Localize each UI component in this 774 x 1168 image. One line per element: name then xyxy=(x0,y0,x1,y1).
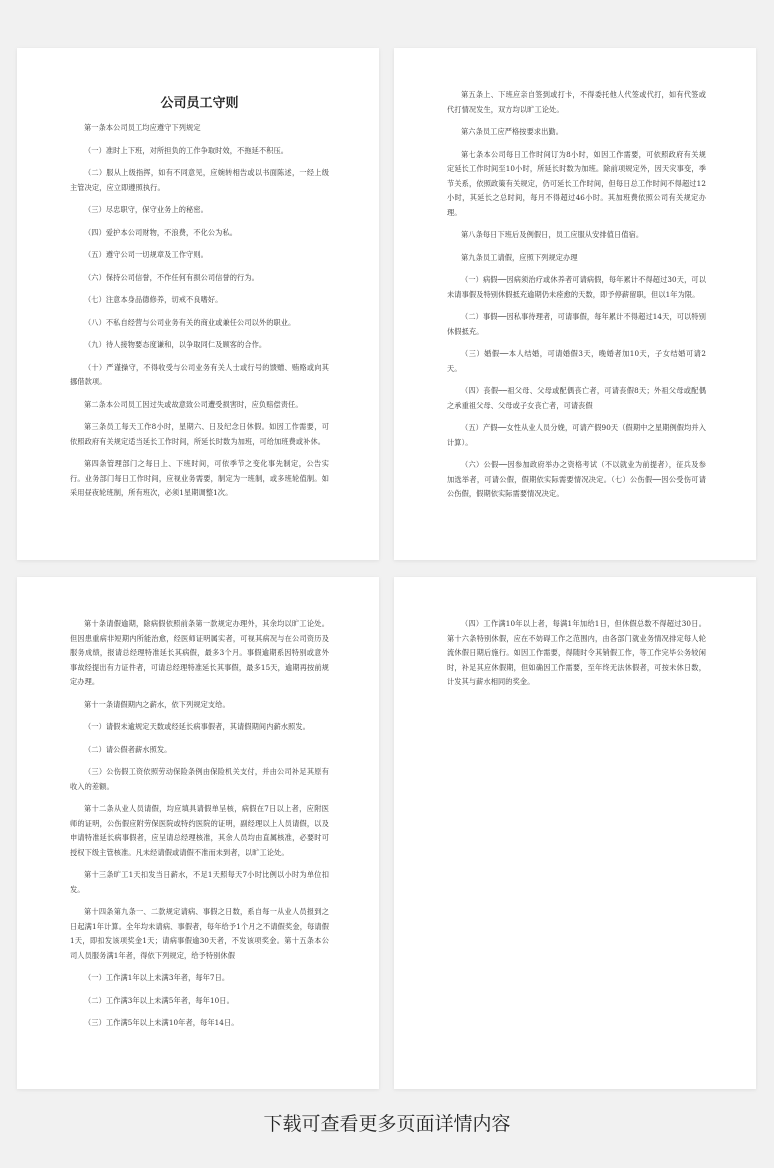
paragraph: 第六条员工应严格按要求出勤。 xyxy=(461,127,564,136)
paragraph: （十）严谨操守，不得收受与公司业务有关人士或行号的馈赠、贿赂或向其挪借款项。 xyxy=(70,362,329,386)
download-caption: 下载可查看更多页面详情内容 xyxy=(263,1113,511,1135)
paragraph: （三）公伤假工资依照劳动保险条例由保险机关支付，并由公司补足其原有收入的差额。 xyxy=(70,767,329,791)
paragraph: 第一条本公司员工均应遵守下列规定 xyxy=(84,123,201,132)
paragraph: 第十三条旷工1天扣发当日薪水，不足1天照每天7小时比例以小时为单位扣发。 xyxy=(70,870,329,894)
paragraph: （四）爱护本公司财物，不浪费，不化公为私。 xyxy=(84,227,238,237)
document-page-2 xyxy=(394,48,756,560)
document-page-3 xyxy=(17,577,379,1089)
paragraph: （一）病假──因病须治疗或休养者可请病假，每年累计不得超过30天，可以未请事假及特别休假抵充逾期仍未痊愈的天数，即予停薪留职，但以1年为限。 xyxy=(447,275,706,299)
paragraph: 第二条本公司员工因过失或故意致公司遭受损害时，应负赔偿责任。 xyxy=(84,399,303,409)
paragraph: （三）尽忠职守，保守业务上的秘密。 xyxy=(84,205,208,214)
paragraph: 第四条管理部门之每日上、下班时间，可依季节之变化事先制定，公告实行。业务部门每日工作时间，应视业务需要，制定为一班制，或多班轮值制。如采用昼夜轮班制，所有班次，必须1星期调整1次。 xyxy=(70,459,329,497)
paragraph: （五）产假──女性从业人员分娩，可请产假90天（假期中之星期例假均并入计算）。 xyxy=(447,423,706,447)
paragraph: （三）婚假──本人结婚，可请婚假3天，晚婚者加10天，子女结婚可请2天。 xyxy=(447,349,706,373)
paragraph: （八）不私自经营与公司业务有关的商业或兼任公司以外的职业。 xyxy=(84,317,296,327)
paragraph: （九）待人接物要态度谦和，以争取同仁及顾客的合作。 xyxy=(84,340,267,349)
document-title: 公司员工守则 xyxy=(160,96,239,111)
paragraph: （三）工作满5年以上未满10年者，每年14日。 xyxy=(84,1018,239,1027)
document-page-4 xyxy=(394,577,756,1089)
paragraph: 第十二条从业人员请假，均应填具请假单呈核，病假在7日以上者，应附医师的证明，公伤假应附劳保医院或特约医院的证明，副经理以上人员请假，以及申请特准延长病事假者，应呈请总经理核准，其余人员均由直属核准，必要时可授权下级主管核准。凡未经请假或请假不准而未到者，以旷工论处。 xyxy=(70,804,329,857)
paragraph: （二）事假──因私事待理者，可请事假，每年累计不得超过14天，可以特别休假抵充。 xyxy=(447,312,706,336)
paragraph: 第九条员工请假，应照下列规定办理 xyxy=(461,252,578,262)
paragraph: （二）服从上级指挥，如有不同意见，应婉转相告或以书面陈述，一经上级主管决定，应立即遵照执行。 xyxy=(70,168,329,192)
paragraph: （一）工作满1年以上未满3年者，每年7日。 xyxy=(84,973,230,982)
document-page-1 xyxy=(17,48,379,560)
paragraph: 第八条每日下班后及例假日，员工应服从安排值日值宿。 xyxy=(461,230,644,239)
paragraph: （二）请公假者薪水照发。 xyxy=(84,744,172,754)
paragraph: （六）保持公司信誉，不作任何有损公司信誉的行为。 xyxy=(84,272,259,282)
paragraph: 第七条本公司每日工作时间订为8小时，如因工作需要，可依照政府有关规定延长工作时间至10小时，所延长时数为加班。除前项规定外，因天灾事变，季节关系，依照政策有关规定，仍可延长工作时间，但每日总工作时间不得超过12小时，其延长之总时间，每月不得超过46小时。其加班费依照公司有关规定办理。 xyxy=(447,149,706,217)
paragraph: 第十四条第九条一、二款规定请病、事假之日数，系自每一从业人员报到之日起满1年计算。全年均未请病、事假者，每年给予1个月之不请假奖金，每请假1天，即扣发该项奖金1天；请病事假逾30天者，不发该项奖金。第十五条本公司人员服务满1年者，得依下列规定，给予特别休假 xyxy=(70,907,329,960)
paragraph: 第五条上、下班应亲自签到或打卡，不得委托他人代签或代打，如有代签或代打情况发生，双方均以旷工论处。 xyxy=(447,90,706,114)
paragraph: 第三条员工每天工作8小时，星期六、日及纪念日休假。如因工作需要，可依照政府有关规定适当延长工作时间，所延长时数为加班，可给加班费或补休。 xyxy=(70,422,329,446)
paragraph: （四）工作满10年以上者，每满1年加给1日，但休假总数不得超过30日。第十六条特别休假，应在不妨碍工作之范围内，由各部门就业务情况排定每人轮流休假日期后施行。如因工作需要，得随时令其销假工作，等工作完毕公务较闲时，补足其应休假期，但如确因工作需要，至年终无法休假者，可按未休日数，计发其与薪水相同的奖金。 xyxy=(447,619,706,686)
paragraph: 第十条请假逾期，除病假依照前条第一款规定办理外，其余均以旷工论处。但因患重病非短期内所能治愈，经医师证明属实者，可视其病况与在公司资历及服务成绩，报请总经理特准延长其病假，最多3个月。事假逾期系因特别或意外事故经提出有力证件者，可请总经理特准延长其事假，最多15天，逾期再按前规定办理。 xyxy=(70,619,329,686)
paragraph: （二）工作满3年以上未满5年者，每年10日。 xyxy=(84,995,234,1005)
paragraph: （六）公假──因参加政府举办之资格考试（不以就业为前提者），征兵及参加选举者，可请公假，假期依实际需要情况决定。（七）公伤假──因公受伤可请公伤假，假期依实际需要情况决定。 xyxy=(447,460,706,498)
paragraph: （一）请假未逾规定天数或经延长病事假者，其请假期间内薪水照发。 xyxy=(84,722,310,731)
paragraph: （七）注意本身品德修养，切戒不良嗜好。 xyxy=(84,295,223,304)
paragraph: （一）准时上下班，对所担负的工作争取时效，不拖延不积压。 xyxy=(84,145,289,155)
paragraph: （四）丧假──祖父母、父母或配偶丧亡者，可请丧假8天；外祖父母或配偶之承重祖父母、父母或子女丧亡者，可请丧假 xyxy=(447,386,706,410)
paragraph: 第十一条请假期内之薪水，依下列规定支给。 xyxy=(84,699,230,709)
paragraph: （五）遵守公司一切规章及工作守则。 xyxy=(84,250,208,259)
